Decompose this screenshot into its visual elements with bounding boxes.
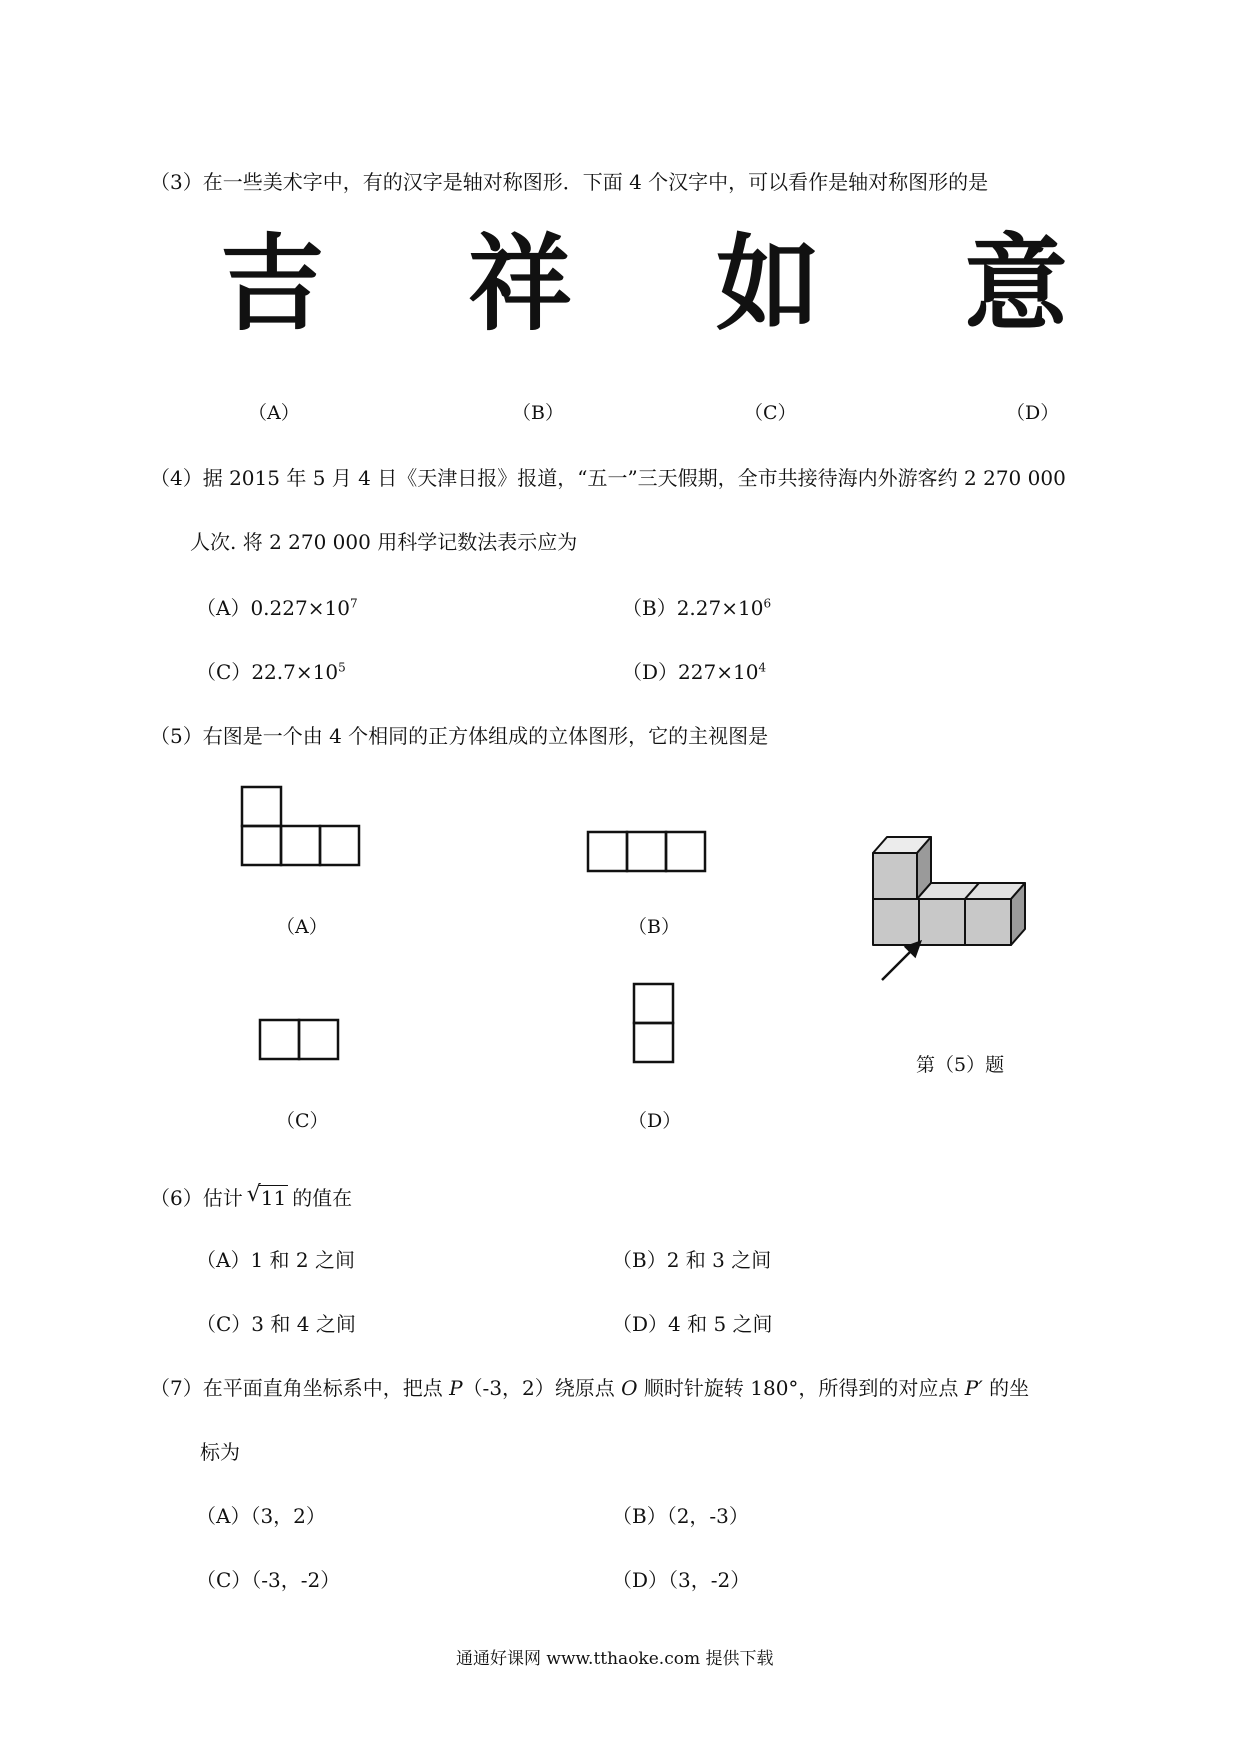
char-d: 意 <box>964 223 1069 345</box>
q5-view-c <box>258 1018 342 1062</box>
sqrt-expression: √ 11 <box>246 1182 287 1210</box>
q5-solid-figure <box>868 828 1038 988</box>
q4-option-b: $(B)2.27\times 10^6$ <box>622 596 772 620</box>
q4-option-c: $(C)22.7\times 10^5$ <box>196 660 346 684</box>
q4-option-a: $(A)0.227\times 10^7$ <box>196 596 358 620</box>
q6-option-c: （C）3 和 4 之间 <box>196 1312 356 1336</box>
q5-label-a: （A） <box>276 916 328 938</box>
q4-option-d: $(D)227\times 10^4$ <box>622 660 767 684</box>
q5-caption: 第（5）题 <box>916 1054 1005 1076</box>
q6-option-d: （D）4 和 5 之间 <box>612 1312 773 1336</box>
q3-label-a: （A） <box>248 402 300 424</box>
q5-view-d <box>632 982 676 1066</box>
sqrt-radicand: 11 <box>260 1186 287 1210</box>
q7-option-c: （C）（-3，-2） <box>196 1568 341 1592</box>
q5-text: （5）右图是一个由 4 个相同的正方体组成的立体图形，它的主视图是 <box>150 724 769 748</box>
q3-label-b: （B） <box>512 402 564 424</box>
char-a: 吉 <box>220 223 325 345</box>
q6-option-b: （B）2 和 3 之间 <box>612 1248 772 1272</box>
q7-option-d: （D）（3，-2） <box>612 1568 751 1592</box>
q7-line2: 标为 <box>200 1440 240 1464</box>
q5-view-b <box>586 830 708 874</box>
char-c: 如 <box>716 223 821 345</box>
q5-label-b: （B） <box>628 916 680 938</box>
q7-option-b: （B）（2，-3） <box>612 1504 749 1528</box>
q7-line1: （7）在平面直角坐标系中，把点 P（-3，2）绕原点 O 顺时针旋转 180°，所得到的对应点 P′ 的坐 <box>150 1376 1030 1400</box>
q6-text: （6）估计 √ 11 的值在 <box>150 1182 353 1210</box>
q3-text: （3）在一些美术字中，有的汉字是轴对称图形．下面 4 个汉字中，可以看作是轴对称图形的是 <box>150 170 989 194</box>
q7-option-a: （A）（3，2） <box>196 1504 326 1528</box>
q5-label-d: （D） <box>628 1110 682 1132</box>
footer-source: 通通好课网 www.tthaoke.com 提供下载 <box>456 1649 774 1669</box>
q5-label-c: （C） <box>276 1110 329 1132</box>
q4-line1: （4）据 2015 年 5 月 4 日《天津日报》报道，“五一”三天假期，全市共接待海内外游客约 2 270 000 <box>150 466 1066 490</box>
q3-label-d: （D） <box>1006 402 1060 424</box>
q3-label-c: （C） <box>744 402 797 424</box>
q5-view-a <box>240 785 362 867</box>
char-b: 祥 <box>468 223 573 345</box>
q4-line2: 人次. 将 2 270 000 用科学记数法表示应为 <box>190 530 578 554</box>
q6-option-a: （A）1 和 2 之间 <box>196 1248 355 1272</box>
